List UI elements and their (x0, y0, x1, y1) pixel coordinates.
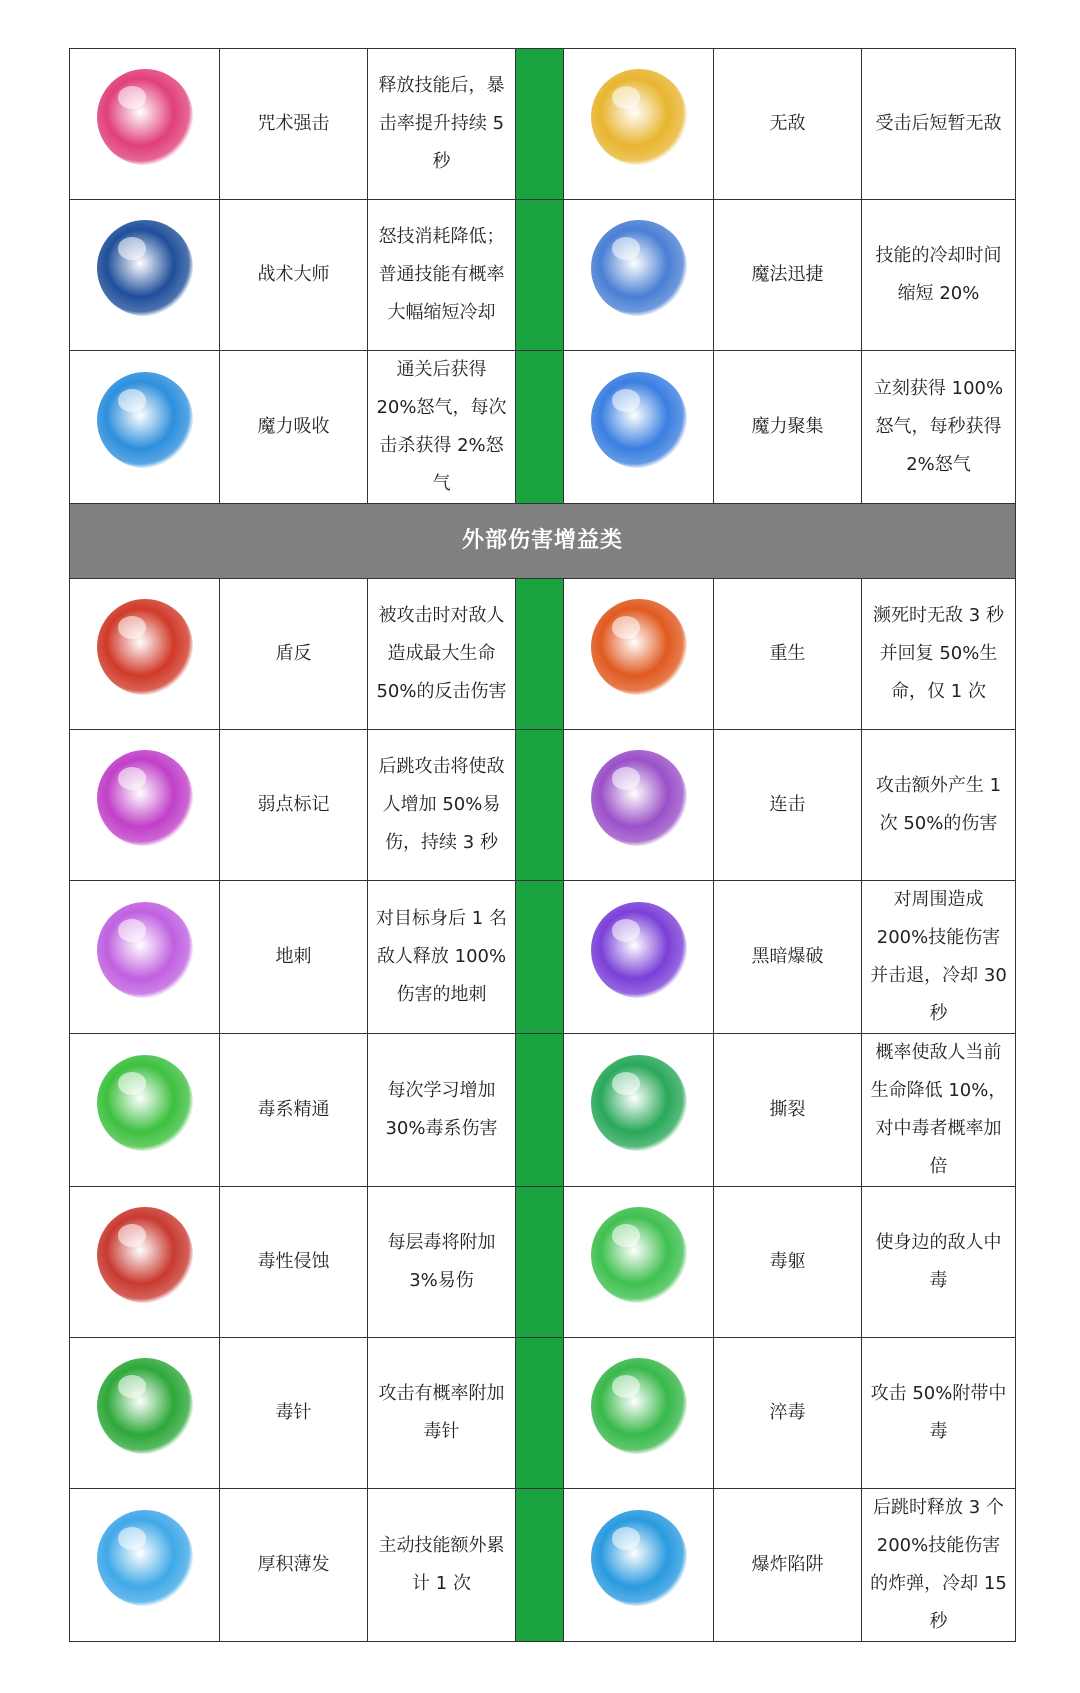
skill-row (70, 881, 1016, 1034)
mana-vortex-icon (591, 372, 687, 468)
icon-cell (70, 1034, 220, 1187)
skill-name: 毒针 (220, 1338, 368, 1489)
tactic-blade-icon (97, 220, 193, 316)
icon-cell (564, 49, 714, 200)
skill-description: 立刻获得 100%怒气，每秒获得 2%怒气 (862, 351, 1016, 504)
skill-name: 弱点标记 (220, 730, 368, 881)
icon-cell (564, 1034, 714, 1187)
skill-description: 每层毒将附加 3%易伤 (368, 1187, 516, 1338)
skill-description: 对目标身后 1 名敌人释放 100%伤害的地刺 (368, 881, 516, 1034)
skill-name: 毒性侵蚀 (220, 1187, 368, 1338)
skill-name: 魔力聚集 (714, 351, 862, 504)
icon-cell (564, 1489, 714, 1642)
icon-cell (70, 1489, 220, 1642)
skill-description: 释放技能后，暴击率提升持续 5 秒 (368, 49, 516, 200)
poison-cloud-icon (591, 1358, 687, 1454)
icon-cell (564, 351, 714, 504)
rebirth-angel-icon (591, 599, 687, 695)
claw-tear-icon (591, 1055, 687, 1151)
skill-row (70, 1338, 1016, 1489)
skill-name: 盾反 (220, 579, 368, 730)
toxic-heart-icon (97, 1207, 193, 1303)
skill-name: 地刺 (220, 881, 368, 1034)
icon-cell (564, 579, 714, 730)
icon-cell (564, 730, 714, 881)
skill-row (70, 1034, 1016, 1187)
skill-table (69, 48, 1016, 1642)
skill-description: 被攻击时对敌人造成最大生命 50%的反击伤害 (368, 579, 516, 730)
icon-cell (70, 730, 220, 881)
water-swirl-icon (97, 1510, 193, 1606)
skill-name: 无敌 (714, 49, 862, 200)
skill-name: 毒系精通 (220, 1034, 368, 1187)
skill-description: 主动技能额外累计 1 次 (368, 1489, 516, 1642)
poison-needle-icon (97, 1358, 193, 1454)
skill-description: 对周围造成 200%技能伤害并击退，冷却 30 秒 (862, 881, 1016, 1034)
skill-name: 爆炸陷阱 (714, 1489, 862, 1642)
column-divider (516, 579, 564, 730)
skill-name: 厚积薄发 (220, 1489, 368, 1642)
column-divider (516, 1034, 564, 1187)
icon-cell (70, 881, 220, 1034)
column-divider (516, 1489, 564, 1642)
ground-spike-icon (97, 902, 193, 998)
column-divider (516, 49, 564, 200)
skill-description: 概率使敌人当前生命降低 10%，对中毒者概率加倍 (862, 1034, 1016, 1187)
poison-skull-icon (97, 1055, 193, 1151)
icon-cell (70, 579, 220, 730)
skill-row (70, 351, 1016, 504)
golden-shield-icon (591, 69, 687, 165)
hourglass-orb-icon (591, 220, 687, 316)
icon-cell (70, 1187, 220, 1338)
skill-description: 通关后获得 20%怒气，每次击杀获得 2%怒气 (368, 351, 516, 504)
skill-row (70, 200, 1016, 351)
skill-name: 毒躯 (714, 1187, 862, 1338)
shield-counter-icon (97, 599, 193, 695)
skill-row (70, 579, 1016, 730)
skill-row (70, 1489, 1016, 1642)
column-divider (516, 200, 564, 351)
curse-flame-icon (97, 69, 193, 165)
column-divider (516, 881, 564, 1034)
skill-name: 连击 (714, 730, 862, 881)
pumpkin-bomb-icon (591, 1510, 687, 1606)
mana-swirl-icon (97, 372, 193, 468)
skill-row (70, 1187, 1016, 1338)
skill-name: 重生 (714, 579, 862, 730)
skill-name: 咒术强击 (220, 49, 368, 200)
icon-cell (564, 200, 714, 351)
icon-cell (70, 49, 220, 200)
skill-description: 怒技消耗降低；普通技能有概率大幅缩短冷却 (368, 200, 516, 351)
skill-description: 攻击 50%附带中毒 (862, 1338, 1016, 1489)
skill-description: 使身边的敌人中毒 (862, 1187, 1016, 1338)
column-divider (516, 1338, 564, 1489)
skill-name: 魔法迅捷 (714, 200, 862, 351)
skill-description: 每次学习增加 30%毒系伤害 (368, 1034, 516, 1187)
skill-description: 攻击有概率附加毒针 (368, 1338, 516, 1489)
icon-cell (70, 1338, 220, 1489)
skill-description: 技能的冷却时间缩短 20% (862, 200, 1016, 351)
skill-description: 后跳攻击将使敌人增加 50%易伤，持续 3 秒 (368, 730, 516, 881)
skill-description: 受击后短暂无敌 (862, 49, 1016, 200)
skill-name: 撕裂 (714, 1034, 862, 1187)
column-divider (516, 730, 564, 881)
skill-description: 后跳时释放 3 个 200%技能伤害的炸弹，冷却 15 秒 (862, 1489, 1016, 1642)
combo-slash-icon (591, 750, 687, 846)
skill-row (70, 49, 1016, 200)
skill-name: 黑暗爆破 (714, 881, 862, 1034)
poison-body-icon (591, 1207, 687, 1303)
icon-cell (564, 1338, 714, 1489)
skill-row (70, 730, 1016, 881)
skill-description: 攻击额外产生 1 次 50%的伤害 (862, 730, 1016, 881)
weak-mark-icon (97, 750, 193, 846)
skill-name: 淬毒 (714, 1338, 862, 1489)
skill-description: 濒死时无敌 3 秒并回复 50%生命，仅 1 次 (862, 579, 1016, 730)
column-divider (516, 1187, 564, 1338)
icon-cell (564, 1187, 714, 1338)
skill-name: 战术大师 (220, 200, 368, 351)
section-header: 外部伤害增益类 (70, 504, 1016, 579)
dark-blast-icon (591, 902, 687, 998)
skill-name: 魔力吸收 (220, 351, 368, 504)
icon-cell (70, 351, 220, 504)
icon-cell (70, 200, 220, 351)
icon-cell (564, 881, 714, 1034)
column-divider (516, 351, 564, 504)
